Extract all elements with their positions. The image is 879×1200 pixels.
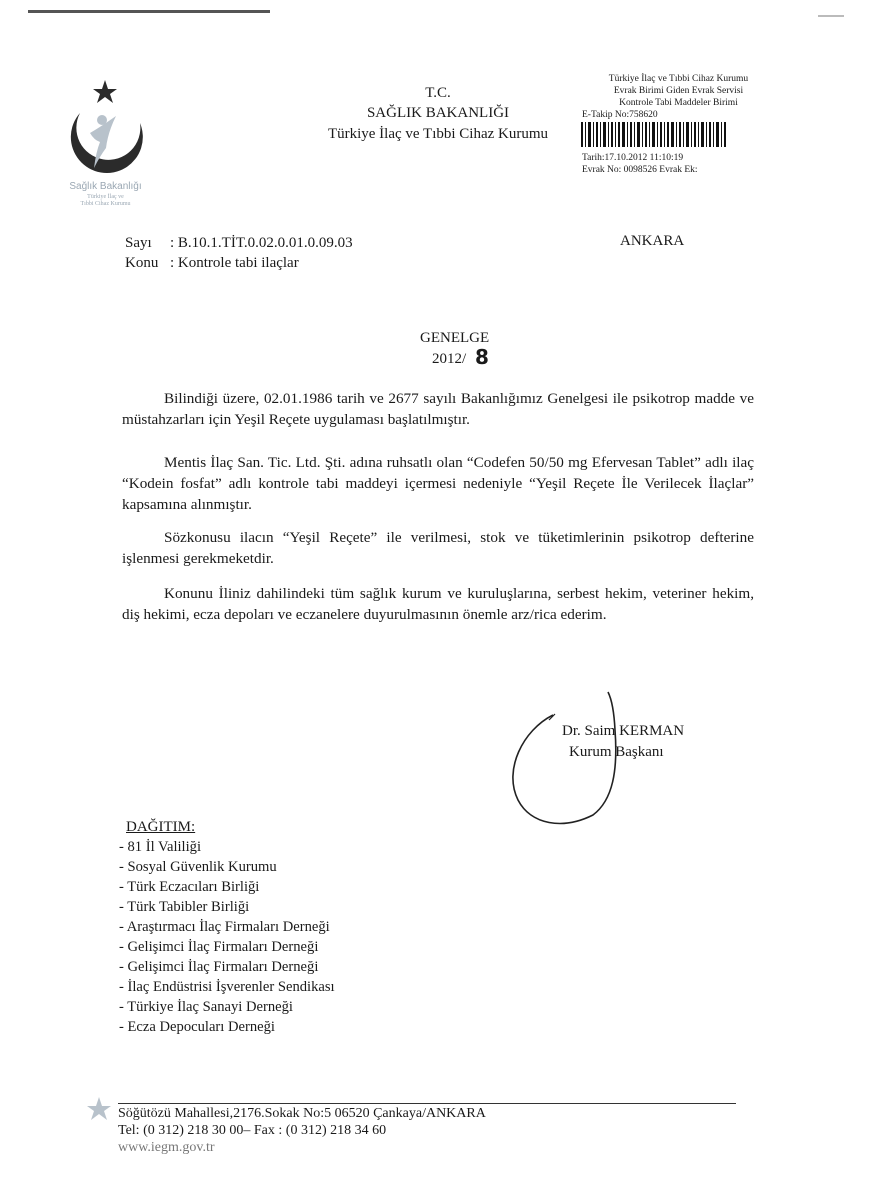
body-paragraph: Mentis İlaç San. Tic. Ltd. Şti. adına ruhsatlı olan “Codefen 50/50 mg Efervesan Tablet” adlı ilaç “Kodein fosfat” adlı kontrole tabi maddeyi içermesi nedeniyle “Yeşil Reçete İle Verilecek İlaçlar” kapsamına alınmıştır. (122, 454, 754, 513)
ministry-emblem-icon (86, 1096, 112, 1122)
circular-number: 2012/ (432, 351, 467, 367)
logo-subtitle: Tıbbi Cihaz Kurumu (80, 201, 131, 207)
scan-edge-mark (818, 15, 844, 17)
konu-value: : Kontrole tabi ilaçlar (170, 255, 299, 271)
stamp-document-number: Evrak No: 0098526 Evrak Ek: (582, 165, 698, 175)
handwritten-signature-icon (493, 690, 693, 840)
document-title: GENELGE (420, 330, 490, 346)
body-paragraph: Sözkonusu ilacın “Yeşil Reçete” ile verilmesi, stok ve tüketimlerinin psikotrop defterine işlenmesi gerekmeketdir. (122, 529, 754, 567)
stamp-line: Türkiye İlaç ve Tıbbi Cihaz Kurumu (608, 74, 749, 84)
list-item: - Gelişimci İlaç Firmaları Derneği (119, 939, 319, 955)
letterhead-ministry: SAĞLIK BAKANLIĞI (366, 105, 510, 121)
stamp-line: Evrak Birimi Giden Evrak Servisi (613, 86, 744, 96)
letterhead-agency: Türkiye İlaç ve Tıbbi Cihaz Kurumu (327, 126, 549, 142)
footer-website: www.iegm.gov.tr (118, 1140, 215, 1155)
sayi-value: : B.10.1.TİT.0.02.0.01.0.09.03 (170, 235, 353, 251)
stamp-line: Kontrole Tabi Maddeler Birimi (619, 98, 738, 108)
distribution-list (119, 837, 335, 1037)
list-item: - Ecza Depocuları Derneği (119, 1019, 275, 1035)
list-item: - Araştırmacı İlaç Firmaları Derneği (119, 919, 330, 935)
barcode-icon (581, 122, 727, 147)
footer-address: Söğütözü Mahallesi,2176.Sokak No:5 06520 Çankaya/ANKARA (118, 1106, 486, 1121)
list-item: - Türk Eczacıları Birliği (119, 879, 260, 895)
letterhead-tc: T.C. (425, 85, 451, 101)
sayi-label: Sayı (125, 235, 152, 251)
list-item: - Sosyal Güvenlik Kurumu (119, 859, 277, 875)
stamp-tracking-number: E-Takip No:758620 (582, 110, 658, 120)
list-item: - Türkiye İlaç Sanayi Derneği (119, 999, 293, 1015)
city-name: ANKARA (620, 233, 685, 249)
handwritten-number: 8 (475, 345, 489, 369)
body-paragraph: Bilindiği üzere, 02.01.1986 tarih ve 2677 sayılı Bakanlığımız Genelgesi ile psikotrop madde ve müstahzarları için Yeşil Reçete uygulaması başlatılmıştır. (122, 390, 754, 428)
list-item: - Gelişimci İlaç Firmaları Derneği (119, 959, 319, 975)
list-item: - İlaç Endüstrisi İşverenler Sendikası (119, 979, 335, 995)
konu-label: Konu (125, 255, 159, 271)
signatory-name: Dr. Saim KERMAN (562, 723, 685, 739)
logo-subtitle: Türkiye İlaç ve (87, 194, 124, 200)
list-item: - Türk Tabibler Birliği (119, 899, 250, 915)
body-paragraph: Konunu İliniz dahilindeki tüm sağlık kurum ve kuruluşlarına, serbest hekim, veteriner hekim, diş hekimi, ecza depoları ve eczanelere duyurulmasının önemle arz/rica ederim. (122, 585, 754, 623)
footer-phone: Tel: (0 312) 218 30 00– Fax : (0 312) 218 34 60 (118, 1123, 387, 1138)
distribution-title: DAĞITIM: (126, 819, 196, 835)
stamp-date: Tarih:17.10.2012 11:10:19 (582, 153, 684, 163)
list-item: - 81 İl Valiliği (119, 839, 202, 855)
signatory-title: Kurum Başkanı (569, 744, 664, 760)
scan-edge-mark (28, 10, 270, 13)
footer-divider (118, 1103, 736, 1104)
logo-name: Sağlık Bakanlığı (69, 181, 142, 192)
